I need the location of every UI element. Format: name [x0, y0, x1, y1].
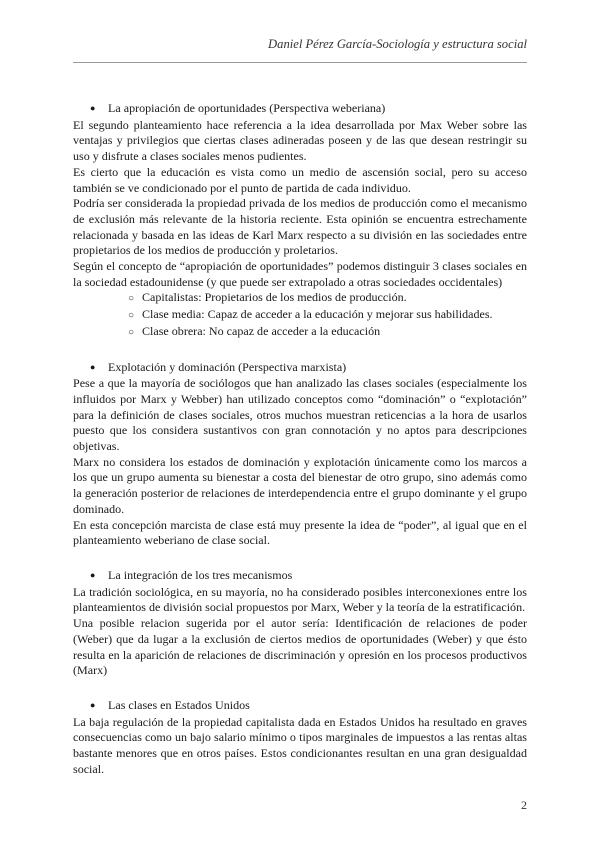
social-classes-list [73, 290, 527, 340]
paragraph: La tradición sociológica, en su mayoría, no ha considerado posibles interconexiones entre los planteamientos de división social propuestos por Marx, Weber y la teoría de la estratificación. [73, 584, 527, 615]
paragraph: La baja regulación de la propiedad capitalista dada en Estados Unidos ha resultado en graves consecuencias como un bajo salario mínimo o tipos marginales de impuestos a las rentas altas bastante menores que en otros países. Estos condicionantes resultan en una gran desigualdad social. [73, 714, 527, 776]
circle-bullet-icon [128, 290, 142, 307]
section-heading-text: La apropiación de oportunidades (Perspectiva weberiana) [108, 101, 386, 115]
header-divider [73, 62, 527, 63]
section-heading-text: La integración de los tres mecanismos [108, 567, 293, 582]
section-integration [73, 568, 527, 679]
bullet-icon [90, 698, 108, 715]
list-item [128, 307, 527, 324]
bullet-icon [90, 568, 108, 585]
paragraph: Podría ser considerada la propiedad privada de los medios de producción como el mecanismo de exclusión más relevante de la historia reciente. Esta opinión se encuentra estrechamente relacionada y basada en las ideas de Karl Marx respecto a su división en las sociedades entre propietarios de los medios de producción y proletarios. [73, 196, 527, 258]
paragraph: Una posible relacion sugerida por el autor sería: Identificación de relaciones de poder (Weber) que da lugar a la exclusión de ciertos medios de oportunidades (Weber) y que ésto resulta en la aparición de relaciones de discriminación y opresión en los procesos productivos (Marx) [73, 616, 527, 678]
section-usa [73, 698, 527, 778]
section-heading [90, 698, 527, 715]
list-item [128, 290, 527, 307]
paragraph: Marx no considera los estados de dominación y explotación únicamente como los marcos a los que un grupo aumenta su bienestar a costa del bienestar de otro grupo, sino además como la generación posterior de relaciones de interdependencia entre el grupo dominante y el grupo dominado. [73, 454, 527, 516]
paragraph: Es cierto que la educación es vista como un medio de ascensión social, pero su acceso también se ve condicionado por el punto de partida de cada individuo. [73, 164, 527, 195]
bullet-icon [90, 360, 108, 377]
page-number: 2 [521, 798, 527, 812]
paragraph: El segundo planteamiento hace referencia a la idea desarrollada por Max Weber sobre las ventajas y privilegios que ciertas clases adineradas poseen y de las que desean restringir su uso y disfrute a clases sociales menos pudientes. [73, 117, 527, 164]
circle-bullet-icon [128, 307, 142, 324]
page-header-title: Daniel Pérez García-Sociología y estructura social [268, 37, 527, 51]
circle-bullet-icon [128, 324, 142, 341]
paragraph: Según el concepto de “apropiación de oportunidades” podemos distinguir 3 clases sociales en la sociedad estadounidense (y que puede ser extrapolado a otras sociedades occidentales) [73, 259, 527, 289]
list-item-text: Clase obrera: No capaz de acceder a la educación [142, 323, 381, 338]
list-item-text: Capitalistas: Propietarios de los medios de producción. [142, 290, 407, 305]
document-body [73, 101, 527, 777]
section-heading-text: Las clases en Estados Unidos [108, 697, 250, 712]
list-item-text: Clase media: Capaz de acceder a la educación y mejorar sus habilidades. [142, 307, 493, 322]
section-heading [90, 101, 527, 118]
section-heading [90, 568, 527, 585]
bullet-icon [90, 101, 108, 118]
list-item [128, 324, 527, 341]
section-marxist [73, 360, 527, 549]
paragraph: En esta concepción marcista de clase está muy presente la idea de “poder”, al igual que en el planteamiento weberiano de clase social. [73, 517, 527, 548]
paragraph: Pese a que la mayoría de sociólogos que han analizado las clases sociales (especialmente los influidos por Marx y Webber) han utilizado conceptos como “dominación” o “explotación” para la definición de clases sociales, otros muchos muestran reticencias a la hora de usarlos puesto que los considera sustantivos con gran connotación y no aptos para descripciones objetivas. [73, 376, 527, 454]
section-heading-text: Explotación y dominación (Perspectiva marxista) [108, 359, 347, 374]
section-heading [90, 360, 527, 377]
section-weberian [73, 101, 527, 341]
